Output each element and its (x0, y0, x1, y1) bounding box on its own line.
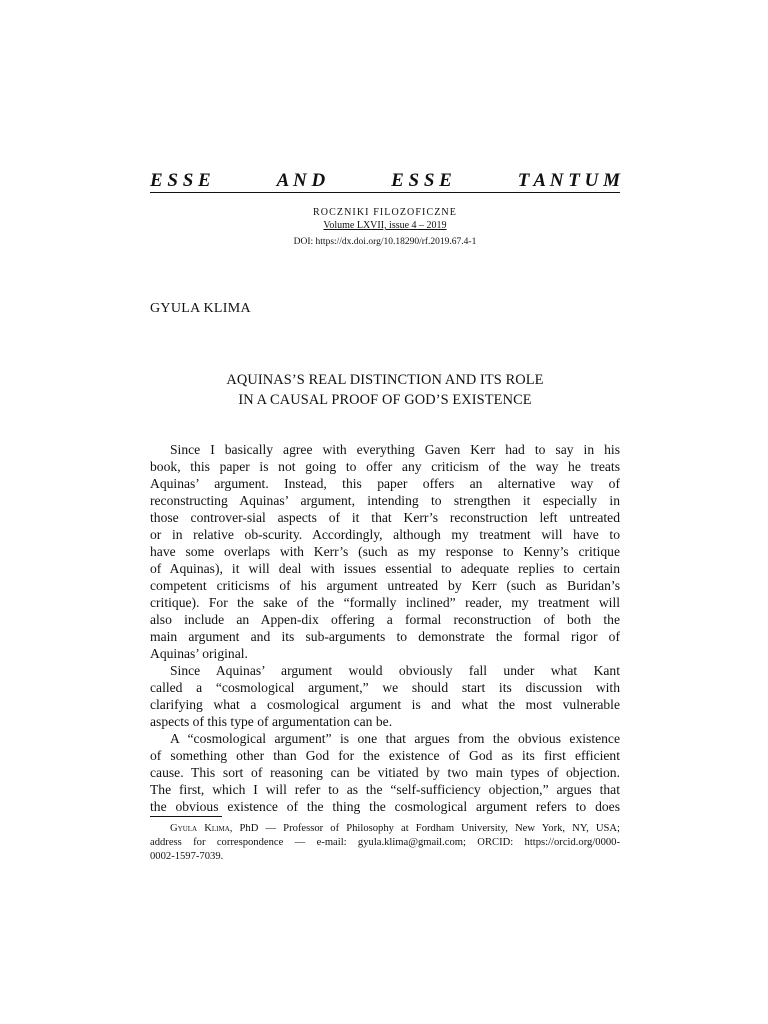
footnote-divider (150, 816, 222, 817)
body-line: Aquinas’ argument. Instead, this paper offers an alternative way of (150, 476, 620, 491)
journal-name: ROCZNIKI FILOZOFICZNE (313, 207, 457, 218)
body-line: of Aquinas), it will deal with issues essential to adequate replies to certain (150, 561, 620, 576)
body-line: reconstructing Aquinas’ argument, intending to strengthen it especially in (150, 493, 620, 508)
article-title-line-1: AQUINAS’S REAL DISTINCTION AND ITS ROLE (226, 372, 544, 388)
footnote-line: 0002-1597-7039. (150, 851, 224, 862)
body-line: also include an Appen-dix offering a formal reconstruction of both the (150, 612, 620, 627)
journal-issue (150, 220, 620, 232)
journal-issue-text: Volume LXVII, issue 4 – 2019 (323, 220, 447, 231)
body-line: or in relative ob-scurity. Accordingly, although my treatment will have to (150, 527, 620, 542)
body-line: the obvious existence of the thing the cosmological argument refers to does (150, 799, 620, 814)
article-title-line-2: IN A CAUSAL PROOF OF GOD’S EXISTENCE (238, 392, 532, 408)
footnote-text: , PhD — Professor of Philosophy at Fordham University, New York, NY, USA; (229, 823, 620, 834)
body-line: book, this paper is not going to offer any criticism of the way he treats (150, 459, 620, 474)
journal-doi[interactable]: DOI: https://dx.doi.org/10.18290/rf.2019.67.4-1 (293, 237, 477, 247)
header-divider (150, 192, 620, 193)
body-line: Aquinas’ original. (150, 646, 248, 661)
body-line: cause. This sort of reasoning can be vitiated by two main types of objection. (150, 765, 620, 780)
header-word: E S S E (391, 170, 452, 191)
header-word: A N D (276, 170, 326, 191)
body-line: competent criticisms of his argument untreated by Kerr (such as Buridan’s (150, 578, 620, 593)
body-line: Since Aquinas’ argument would obviously fall under what Kant (170, 663, 620, 678)
body-line: main argument and its sub-arguments to demonstrate the formal rigor of (150, 629, 620, 644)
header-word: E S S E (150, 170, 211, 191)
body-line: those controver-sial aspects of it that Kerr’s reconstruction left untreated (150, 510, 620, 525)
body-line: called a “cosmological argument,” we should start its discussion with (150, 680, 620, 695)
body-line: clarifying what a cosmological argument is and what the most vulnerable (150, 697, 620, 712)
author-footnote (150, 822, 620, 864)
body-line: of something other than God for the existence of God as its first efficient (150, 748, 620, 763)
body-line: have some overlaps with Kerr’s (such as my response to Kenny’s critique (150, 544, 620, 559)
body-line: critique). For the sake of the “formally inclined” reader, my treatment will (150, 595, 620, 610)
body-line: aspects of this type of argumentation can be. (150, 714, 393, 729)
body-line: A “cosmological argument” is one that argues from the obvious existence (170, 731, 620, 746)
body-line: The first, which I will refer to as the “self-sufficiency objection,” argues that (150, 782, 620, 797)
article-body (150, 441, 620, 815)
author-name: GYULA KLIMA (150, 301, 251, 316)
footnote-line (150, 822, 620, 836)
footnote-author-name: Gyula Klima (170, 823, 230, 834)
body-line: Since I basically agree with everything Gaven Kerr had to say in his (170, 442, 620, 457)
running-section-header (150, 170, 620, 192)
header-word: T A N T U M (517, 170, 620, 191)
footnote-line: address for correspondence — e-mail: gyula.klima@gmail.com; ORCID: https://orcid.org/0000- (150, 837, 620, 848)
